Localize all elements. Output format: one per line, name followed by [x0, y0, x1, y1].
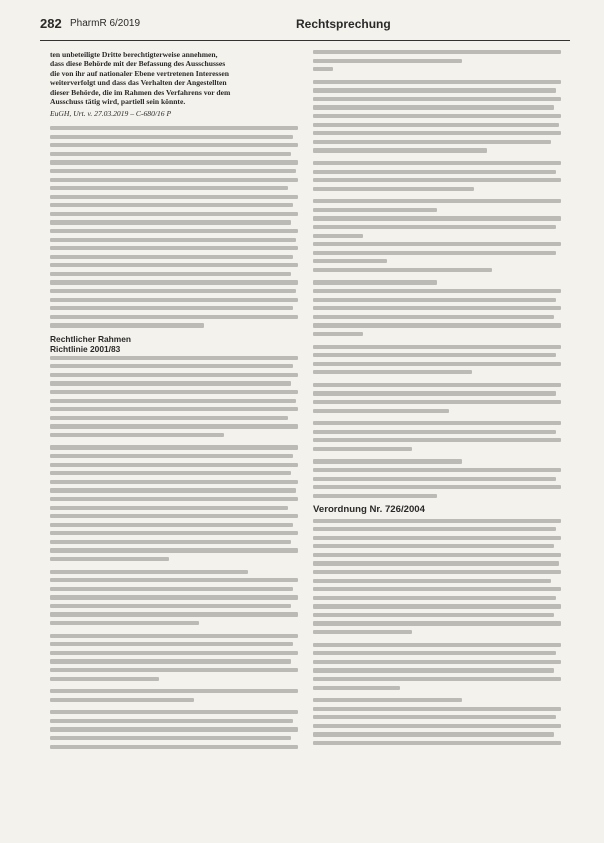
body-paragraph	[313, 161, 561, 191]
case-citation: EuGH, Urt. v. 27.03.2019 – C-680/16 P	[50, 109, 172, 119]
body-paragraph	[50, 570, 298, 626]
page-number: 282	[40, 16, 62, 31]
body-paragraph	[313, 383, 561, 413]
body-paragraph	[313, 459, 561, 498]
body-paragraph	[50, 356, 298, 437]
body-paragraph	[50, 710, 298, 749]
body-paragraph	[313, 80, 561, 153]
journal-name: PharmR 6/2019	[70, 18, 141, 29]
lead-line-1: ten unbeteiligte Dritte berechtigterweise annehmen,	[50, 50, 218, 59]
lead-line-5: dieser Behörde, die im Rahmen des Verfahrens vor dem	[50, 87, 231, 97]
lead-line-6: Ausschuss tätig wird, partiell sein könnte.	[50, 97, 186, 107]
left-column	[50, 50, 298, 753]
list-item	[313, 199, 561, 212]
body-paragraph	[50, 126, 298, 327]
body-paragraph	[313, 50, 561, 71]
lead-line-4: weiterverfolgt und dass das Verhalten der Angestellten	[50, 78, 227, 88]
heading-richtlinie: Richtlinie 2001/83	[50, 344, 121, 355]
quoted-paragraph	[50, 445, 298, 561]
body-paragraph	[50, 634, 298, 681]
body-paragraph	[313, 519, 561, 635]
body-paragraph	[50, 689, 298, 702]
body-paragraph	[313, 698, 561, 745]
body-paragraph	[313, 345, 561, 375]
lead-line-2: dass diese Behörde mit der Befassung des Ausschusses	[50, 59, 226, 69]
body-paragraph	[313, 280, 561, 336]
lead-line-3: die von ihr auf nationaler Ebene vertretenen Interessen	[50, 68, 229, 78]
list-item	[313, 268, 561, 272]
list-item	[313, 242, 561, 263]
section-title: Rechtsprechung	[296, 17, 391, 31]
page-header	[40, 14, 570, 41]
body-paragraph	[313, 643, 561, 690]
right-column	[313, 50, 561, 750]
heading-verordnung: Verordnung Nr. 726/2004	[313, 503, 425, 515]
heading-rechtlicher-rahmen: Rechtlicher Rahmen	[50, 333, 131, 344]
list-item	[313, 216, 561, 237]
body-paragraph	[313, 421, 561, 451]
